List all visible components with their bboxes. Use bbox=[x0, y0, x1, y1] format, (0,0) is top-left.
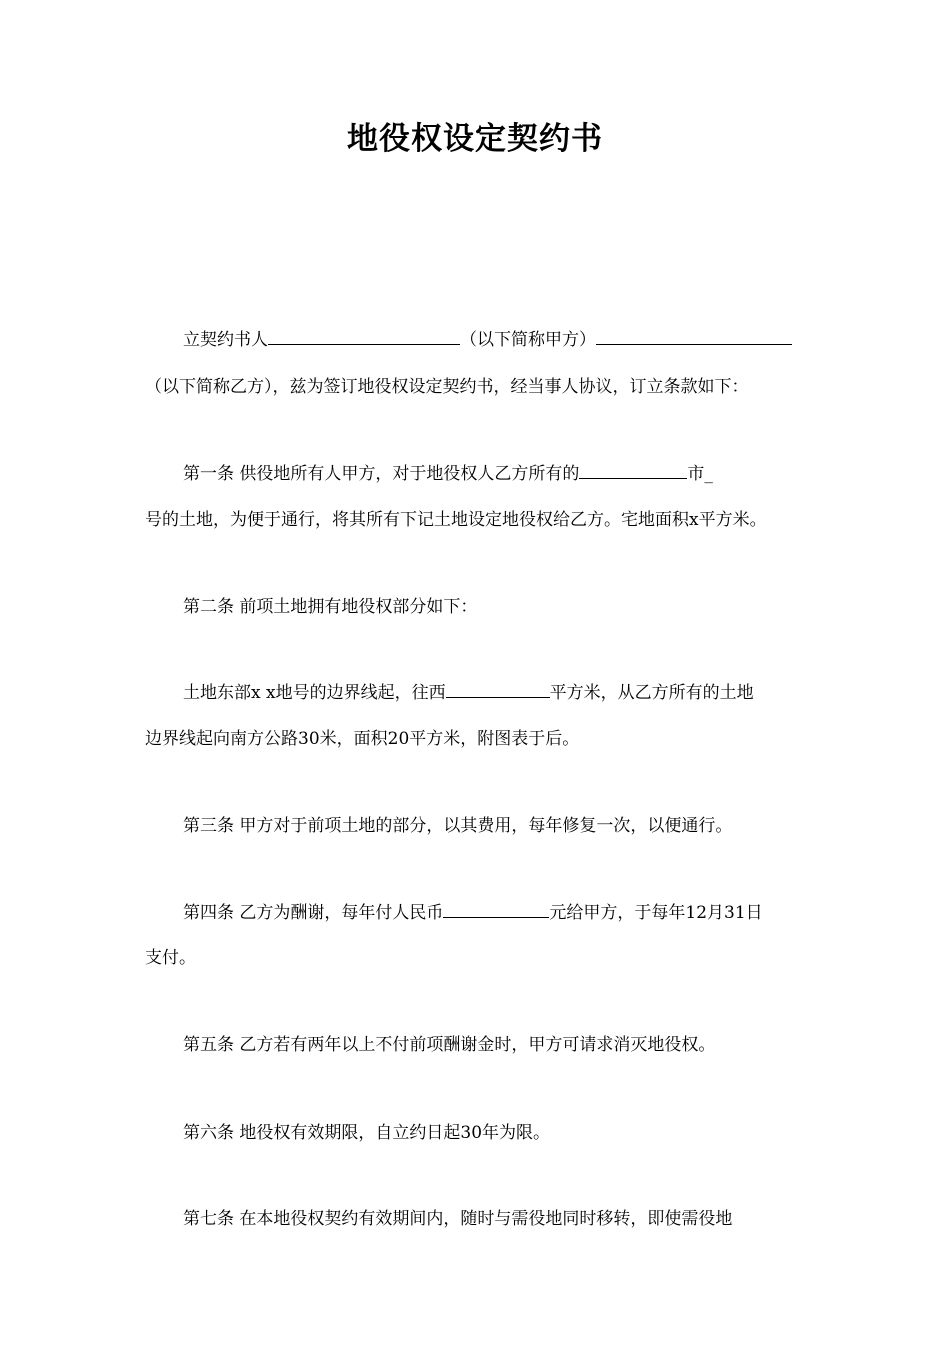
article-2-detail-line-1 bbox=[183, 681, 754, 705]
preamble-line-2: （以下简称乙方），兹为签订地役权设定契约书，经当事人协议，订立条款如下： bbox=[145, 377, 749, 397]
city-blank bbox=[579, 463, 687, 479]
article-4-line-1 bbox=[183, 901, 763, 925]
article-1-text-b: 市_ bbox=[687, 464, 713, 484]
amount-blank bbox=[443, 902, 549, 918]
article-4-text-b: 元给甲方，于每年12月31日 bbox=[549, 903, 763, 923]
article-2-detail-line-2: 边界线起向南方公路30米，面积20平方米，附图表于后。 bbox=[145, 729, 580, 749]
article-4-line-2: 支付。 bbox=[145, 948, 196, 968]
article-3-line-1: 第三条 甲方对于前项土地的部分，以其费用，每年修复一次，以便通行。 bbox=[183, 816, 733, 836]
preamble-text-a: 立契约书人 bbox=[183, 330, 268, 350]
article-5-line-1: 第五条 乙方若有两年以上不付前项酬谢金时，甲方可请求消灭地役权。 bbox=[183, 1035, 716, 1055]
article-1-line-1 bbox=[183, 462, 713, 486]
article-7-line-1: 第七条 在本地役权契约有效期间内，随时与需役地同时移转，即使需役地 bbox=[183, 1209, 733, 1229]
party-a-blank bbox=[268, 329, 460, 345]
article-2-line-1: 第二条 前项土地拥有地役权部分如下： bbox=[183, 597, 478, 617]
party-b-blank bbox=[596, 329, 792, 345]
document-title: 地役权设定契约书 bbox=[347, 121, 603, 157]
article-2-detail-text-b: 平方米，从乙方所有的土地 bbox=[549, 683, 754, 703]
article-6-line-1: 第六条 地役权有效期限，自立约日起30年为限。 bbox=[183, 1123, 551, 1143]
article-2-detail-text-a: 土地东部x x地号的边界线起，往西 bbox=[183, 683, 446, 703]
preamble-text-b: （以下简称甲方） bbox=[460, 330, 596, 350]
preamble-line-1 bbox=[183, 328, 792, 352]
area-blank bbox=[446, 682, 550, 698]
article-1-line-2: 号的土地，为便于通行，将其所有下记土地设定地役权给乙方。宅地面积x平方米。 bbox=[145, 510, 767, 530]
article-4-text-a: 第四条 乙方为酬谢，每年付人民币 bbox=[183, 903, 444, 923]
article-1-text-a: 第一条 供役地所有人甲方，对于地役权人乙方所有的 bbox=[183, 464, 580, 484]
